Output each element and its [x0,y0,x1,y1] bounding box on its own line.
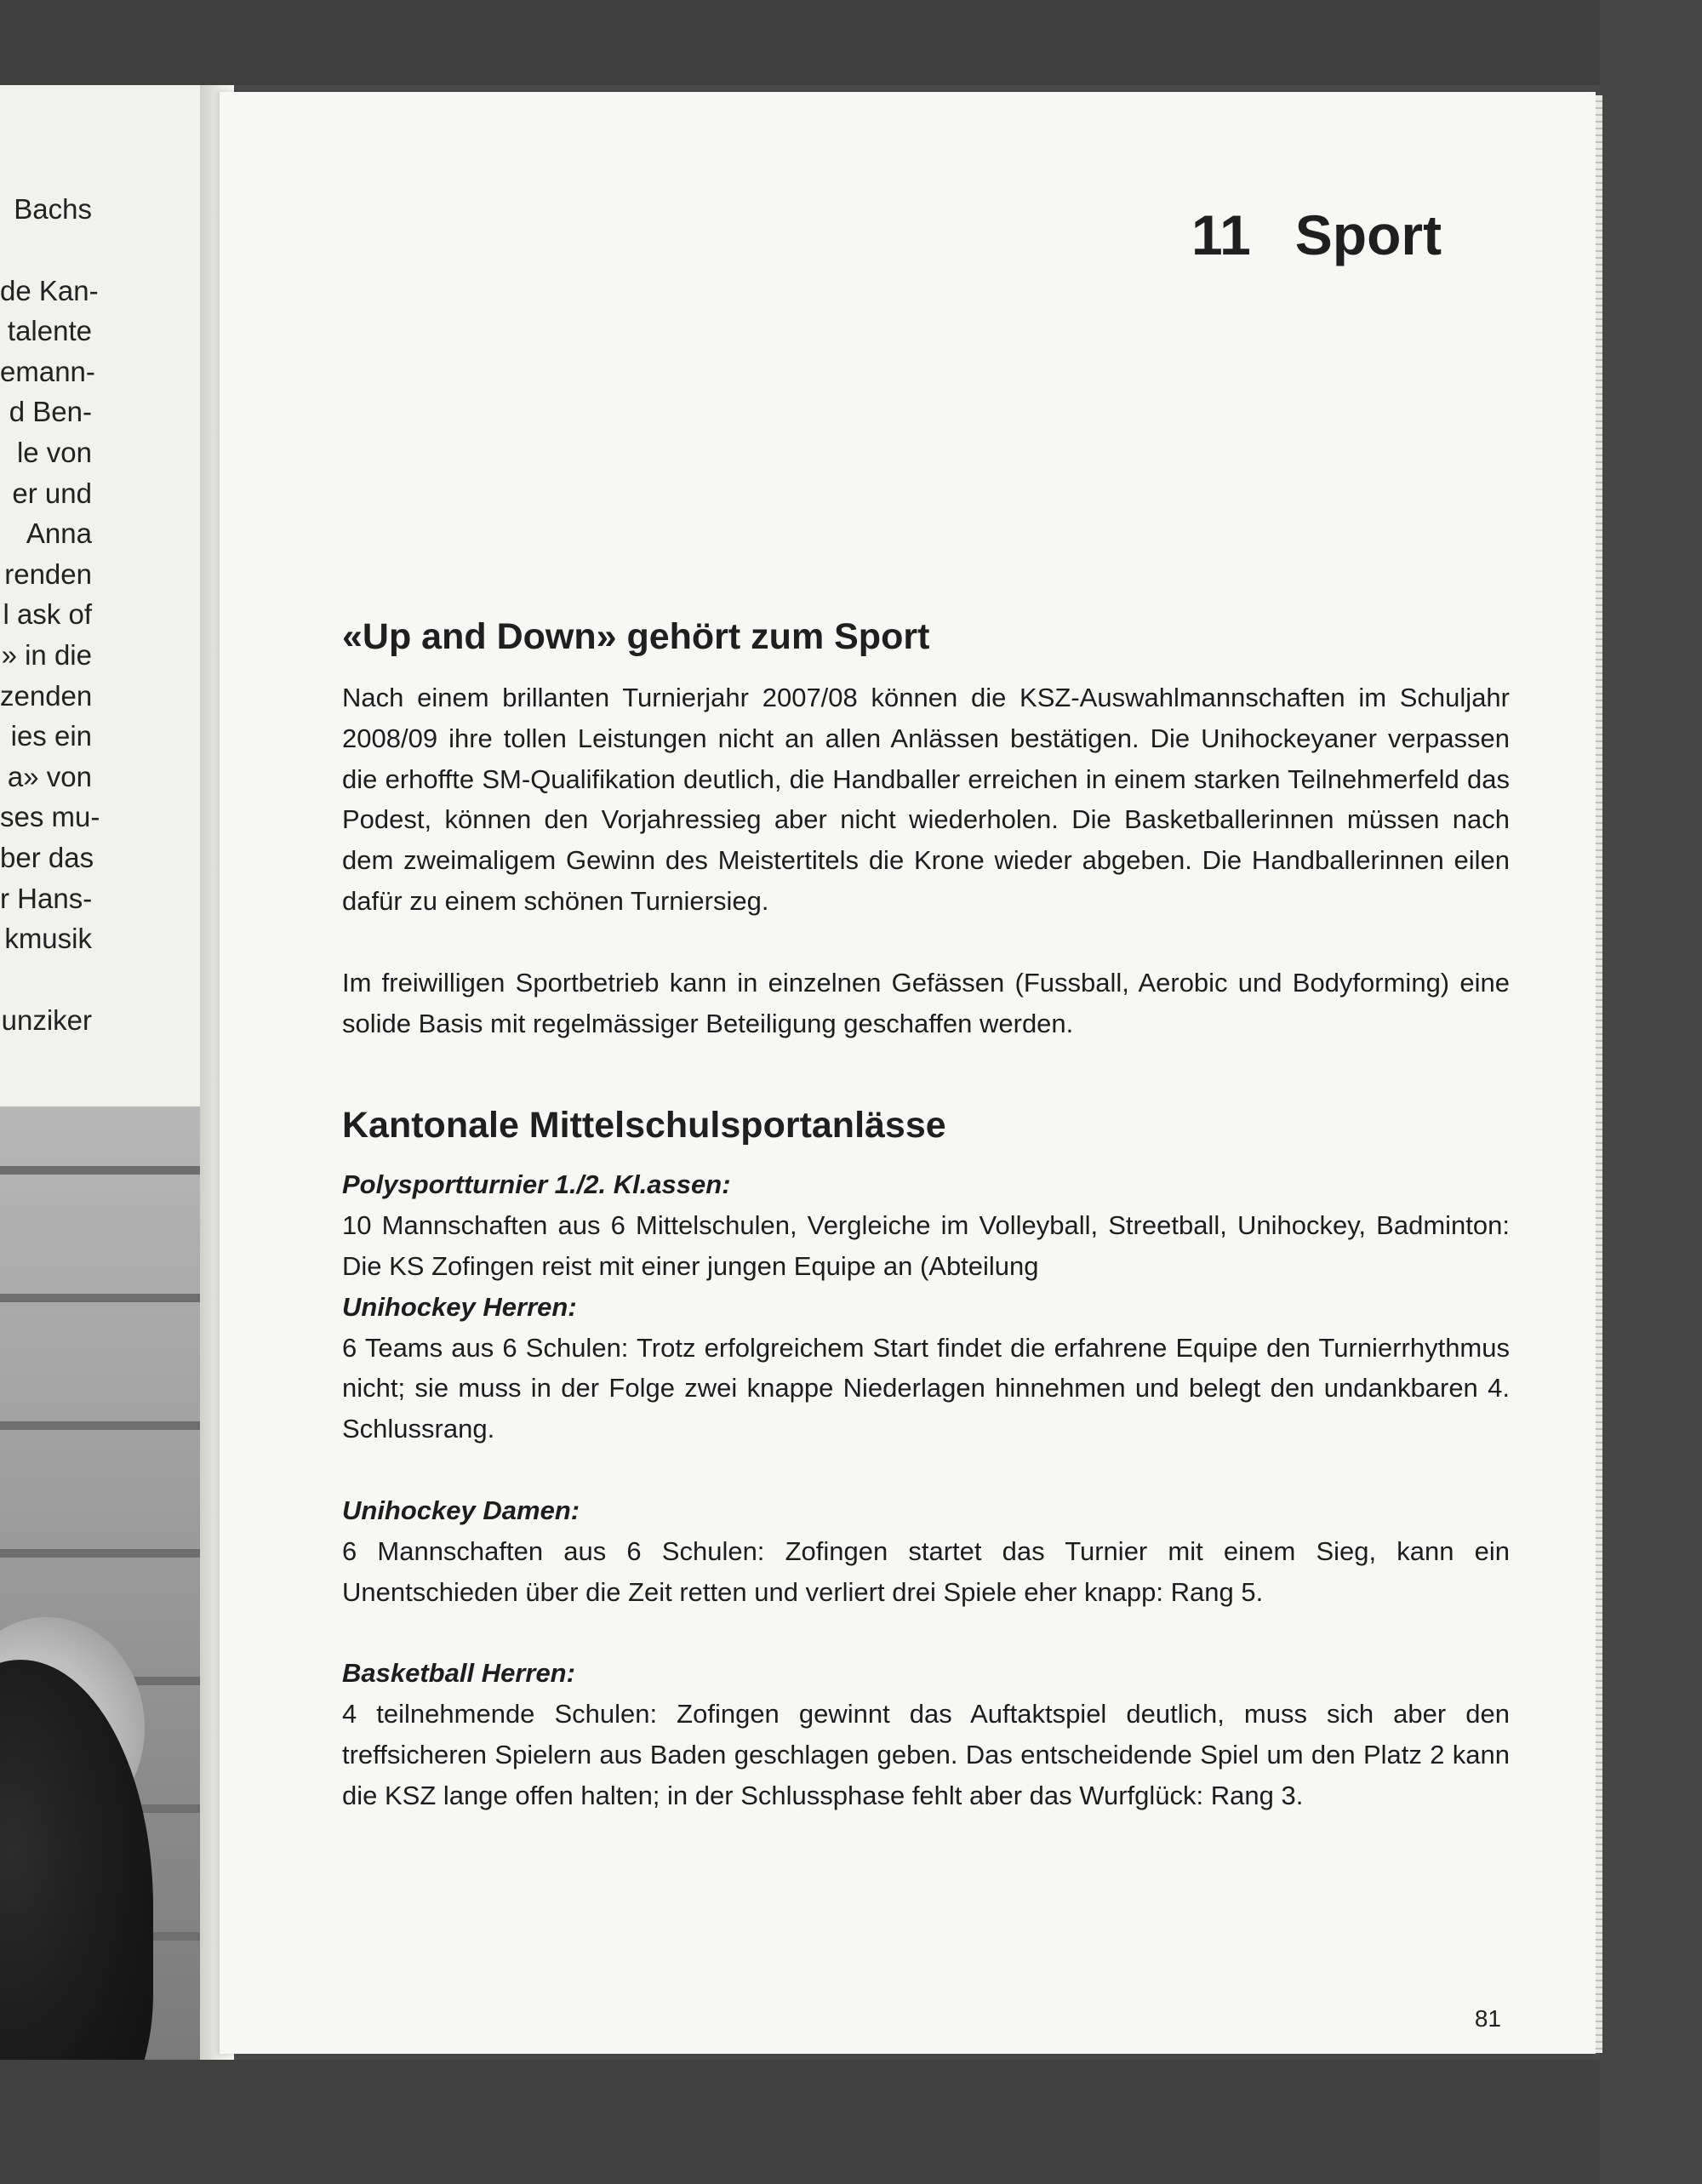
left-text-line: a» von [7,760,92,792]
chapter-number: 11 [1191,203,1251,266]
scan-background-top [0,0,1702,85]
event-block [342,1164,1510,1286]
voluntary-sport-paragraph: Im freiwilligen Sportbetrieb kann in einzelnen Gefässen (Fussball, Aerobic und Bodyforming) eine solide Basis mit regelmässiger Beteiligung geschaffen werden. [342,967,1510,1038]
event-text: 4 teilnehmende Schulen: Zofingen gewinnt das Auftaktspiel deutlich, muss sich aber den treffsicheren Spielern aus Baden geschlagen geben. Das entscheidende Spiel um den Platz 2 kann die KSZ lange offen halten; in der Schlussphase fehlt aber das Wurfglück: Rang 3. [342,1699,1510,1810]
section-heading: Kantonale Mittelschulsportanlässe [342,1105,946,1146]
event-title: Unihockey Damen: [342,1495,580,1525]
scan-background-right [1600,0,1702,2184]
left-text-line: le von [16,436,92,468]
left-page-text [0,189,100,1040]
section-heading: «Up and Down» gehört zum Sport [342,616,930,657]
left-text-line: unziker [1,1003,92,1036]
chapter-heading [1191,203,1511,267]
left-text-line: d Ben- [9,396,92,428]
event-text: 6 Mannschaften aus 6 Schulen: Zofingen startet das Turnier mit einem Sieg, kann ein Unentschieden über die Zeit retten und verliert drei Spiele eher knapp: Rang 5. [342,1535,1510,1607]
left-page-photo [0,1106,217,2060]
event-title: Polysportturnier 1./2. Kl.assen: [342,1169,731,1200]
chapter-title: Sport [1294,203,1442,266]
left-text-line: ses mu- [0,801,100,833]
left-text-line: ies ein [10,720,92,752]
left-page [0,85,217,2060]
left-text-line: kmusik [4,923,92,955]
left-text-line: ber das [0,841,94,873]
event-block [342,1653,1510,1815]
page-content [342,613,1510,1816]
page-edge [1596,95,1602,2053]
left-text-line: Anna [26,517,92,550]
left-text-gap [0,230,92,271]
left-text-line: renden [4,557,92,590]
event-text: 6 Teams aus 6 Schulen: Trotz erfolgreichem Start findet die erfahrene Equipe den Turnierrhythmus nicht; sie muss in der Folge zwei knappe Niederlagen hinnehmen und belegt den undankbaren 4. Schlussrang. [342,1332,1510,1444]
left-text-line: zenden [0,679,93,712]
left-text-line: l ask of [3,598,92,631]
left-text-line: de Kan- [0,274,99,306]
intro-paragraph: Nach einem brillanten Turnierjahr 2007/08 können die KSZ-Auswahlmannschaften im Schuljahr 2008/09 ihre tollen Leistungen nicht an allen Anlässen bestätigen. Die Unihockeyaner verpassen die erhoffte SM-Qualifikation deutlich, die Handballer erreichen in einem starken Teilnehmerfeld das Podest, können den Vorjahressieg aber nicht wiederholen. Die Basketballerinnen müssen nach dem zweimaligem Gewinn des Meistertitels die Krone wieder abgeben. Die Handballerinnen eilen dafür zu einem schönen Turniersieg. [342,683,1510,916]
left-text-line: talente [7,315,92,347]
event-text: 10 Mannschaften aus 6 Mittelschulen, Vergleiche im Volleyball, Streetball, Unihockey, Badminton: Die KS Zofingen reist mit einer jungen Equipe an (Abteilung [342,1210,1510,1281]
left-text-gap [0,959,92,1000]
left-text-line: » in die [1,638,92,671]
event-title: Unihockey Herren: [342,1291,577,1322]
scan-background-bottom [0,2060,1702,2184]
event-block [342,1287,1510,1449]
event-title: Basketball Herren: [342,1658,575,1689]
left-text-line: r Hans- [0,882,93,914]
page-number: 81 [1474,2005,1501,2032]
left-text-line: er und [12,477,92,509]
event-block [342,1490,1510,1612]
left-text-line: emann- [0,355,95,387]
left-text-line: Bachs [14,193,92,225]
